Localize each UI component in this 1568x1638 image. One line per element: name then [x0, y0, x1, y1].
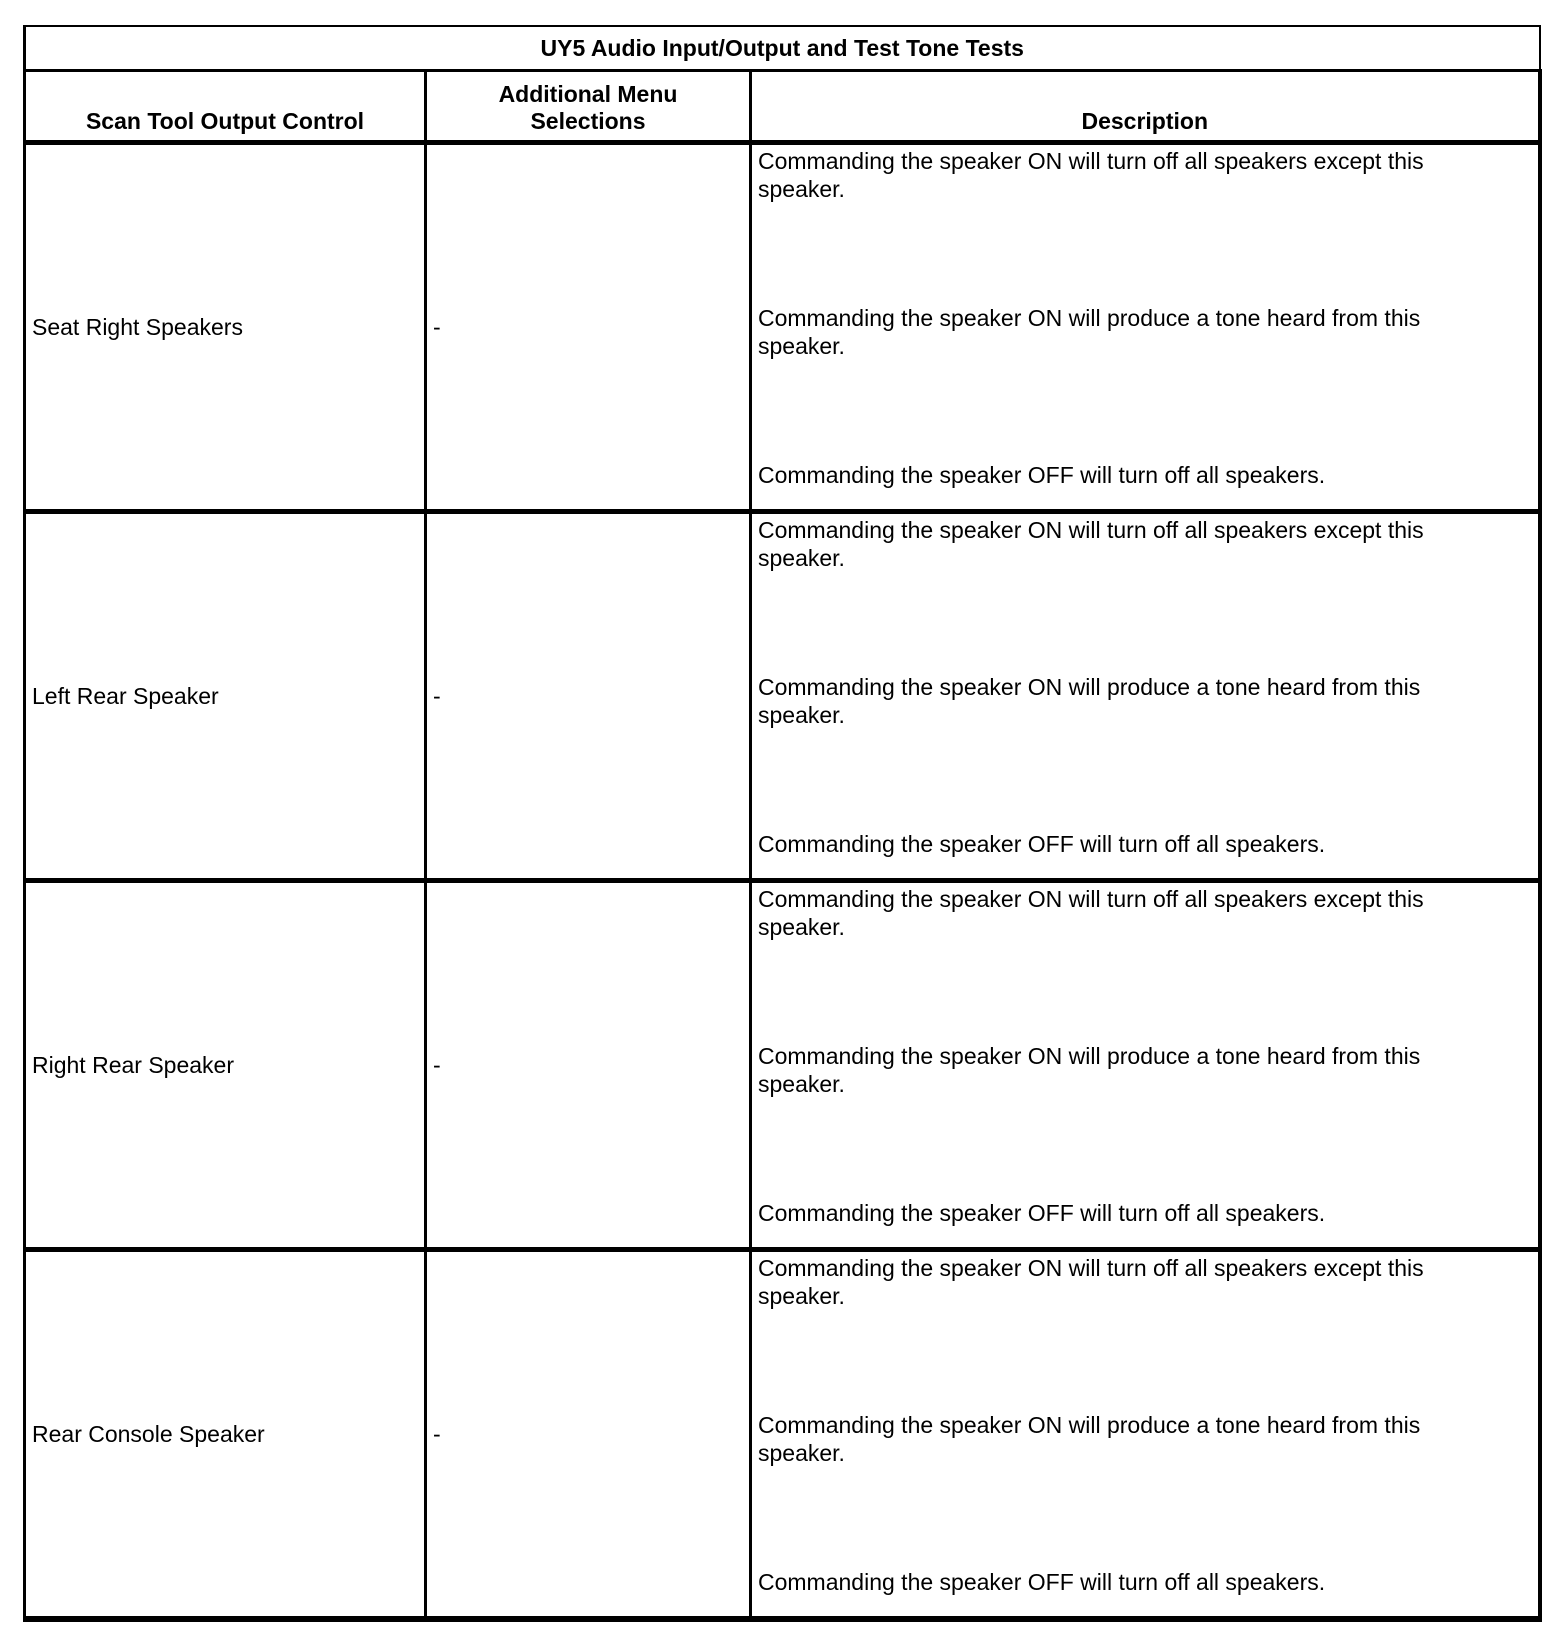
table-row — [25, 1250, 1540, 1620]
output-control-cell: Rear Console Speaker — [25, 1250, 426, 1620]
output-control-cell: Seat Right Speakers — [25, 143, 426, 512]
audio-tests-table — [23, 25, 1542, 1622]
column-header-menu-selections — [426, 71, 751, 143]
menu-selection-cell: - — [426, 1250, 751, 1620]
description-line-3: Commanding the speaker OFF will turn off all speakers. — [758, 1200, 1326, 1226]
description-line-2: Commanding the speaker ON will produce a tone heard from this speaker. — [758, 1043, 1421, 1097]
header-row — [25, 71, 1540, 143]
table-row — [25, 512, 1540, 881]
menu-selection-cell: - — [426, 143, 751, 512]
output-control-cell: Left Rear Speaker — [25, 512, 426, 881]
column-header-output-control: Scan Tool Output Control — [25, 71, 426, 143]
description-line-2: Commanding the speaker ON will produce a tone heard from this speaker. — [758, 674, 1421, 728]
description-line-1: Commanding the speaker ON will turn off all speakers except this speaker. — [758, 517, 1424, 571]
column-header-description: Description — [751, 71, 1540, 143]
menu-selection-cell: - — [426, 512, 751, 881]
column-header-menu-selections-text: Additional Menu Selections — [498, 81, 678, 134]
description-line-3: Commanding the speaker OFF will turn off all speakers. — [758, 1569, 1326, 1595]
description-cell — [751, 1250, 1540, 1620]
description-line-1: Commanding the speaker ON will turn off all speakers except this speaker. — [758, 886, 1424, 940]
table-row — [25, 881, 1540, 1250]
description-cell — [751, 881, 1540, 1250]
description-line-2: Commanding the speaker ON will produce a tone heard from this speaker. — [758, 1412, 1421, 1466]
output-control-cell: Right Rear Speaker — [25, 881, 426, 1250]
table-title: UY5 Audio Input/Output and Test Tone Tests — [25, 26, 1540, 71]
description-cell — [751, 143, 1540, 512]
description-line-3: Commanding the speaker OFF will turn off all speakers. — [758, 462, 1326, 488]
description-line-1: Commanding the speaker ON will turn off all speakers except this speaker. — [758, 1255, 1424, 1309]
description-line-2: Commanding the speaker ON will produce a tone heard from this speaker. — [758, 305, 1421, 359]
table-row — [25, 143, 1540, 512]
description-line-3: Commanding the speaker OFF will turn off all speakers. — [758, 831, 1326, 857]
menu-selection-cell: - — [426, 881, 751, 1250]
description-cell — [751, 512, 1540, 881]
description-line-1: Commanding the speaker ON will turn off all speakers except this speaker. — [758, 148, 1424, 202]
title-row — [25, 26, 1540, 71]
